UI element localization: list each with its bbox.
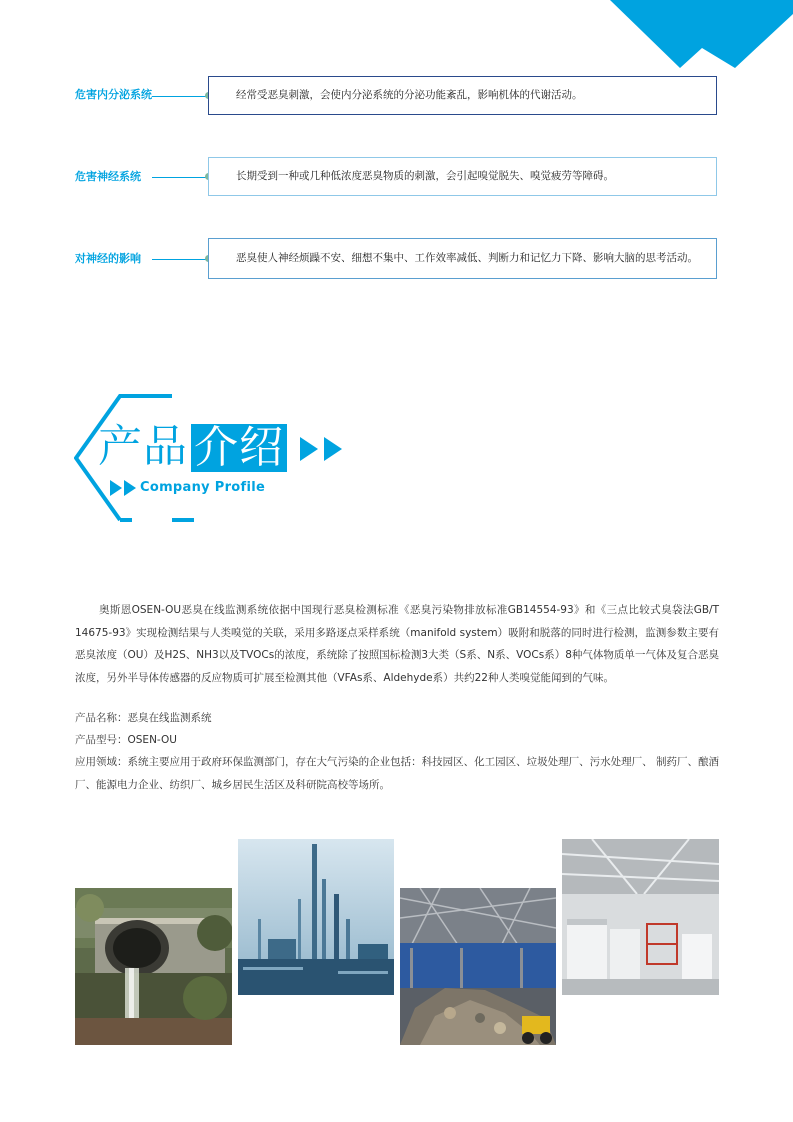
effect-description-box xyxy=(208,238,717,279)
effect-description: 恶臭使人神经烦躁不安、细想不集中、工作效率减低、判断力和记忆力下降、影响大脑的思考活动。 xyxy=(236,252,698,264)
section-header xyxy=(74,394,364,524)
effect-label: 危害神经系统 xyxy=(75,170,141,183)
arrow-icon xyxy=(324,437,342,461)
application-field: 应用领域：系统主要应用于政府环保监测部门，存在大气污染的企业包括：科技园区、化工园区、垃圾处理厂、污水处理厂、 制药厂、酿酒厂、能源电力企业、纺织厂、城乡居民生活区及科研院高校等场所。 xyxy=(75,756,719,791)
effect-description-box xyxy=(208,157,717,196)
product-model: 产品型号：OSEN-OU xyxy=(75,734,177,746)
connector-line xyxy=(152,259,208,260)
effect-label: 对神经的影响 xyxy=(75,252,141,265)
intro-paragraph: 奥斯恩OSEN-OU恶臭在线监测系统依据中国现行恶臭检测标准《恶臭污染物排放标准GB14554-93》和《三点比较式臭袋法GB/T 14675-93》实现检测结果与人类嗅觉的关联，采用多路逐点采样系统（manifold system）吸附和脱落的同时进行检测，监测参数主要有恶臭浓度（OU）及H2S、NH3以及TVOCs的浓度，系统除了按照国标检测3大类（S系、N系、VOCs系）8种气体物质单一气体及复合恶臭浓度，另外半导体传感器的反应物质可扩展至检测其他（VFAs系、Aldehyde系）共约22种人类嗅觉能闻到的气味。 xyxy=(75,604,719,684)
sewage-outfall-photo xyxy=(75,888,232,1045)
effect-label: 危害内分泌系统 xyxy=(75,88,152,101)
arrow-icon xyxy=(124,480,136,496)
chemical-plant-photo xyxy=(238,839,394,995)
section-title: 产品 xyxy=(98,421,188,472)
product-name: 产品名称：恶臭在线监测系统 xyxy=(75,712,212,724)
effect-description-box xyxy=(208,76,717,115)
connector-line xyxy=(152,96,208,97)
effect-description: 长期受到一种或几种低浓度恶臭物质的刺激，会引起嗅觉脱失、嗅觉疲劳等障碍。 xyxy=(236,170,614,182)
garbage-plant-photo xyxy=(400,888,556,1045)
section-subtitle: Company Profile xyxy=(140,480,266,495)
section-title-highlight: 介绍 xyxy=(191,424,287,472)
corner-decoration xyxy=(0,0,793,80)
effect-description: 经常受恶臭刺激，会使内分泌系统的分泌功能紊乱，影响机体的代谢活动。 xyxy=(236,89,583,101)
connector-line xyxy=(152,177,208,178)
arrow-icon xyxy=(110,480,122,496)
arrow-icon xyxy=(300,437,318,461)
factory-workshop-photo xyxy=(562,839,719,995)
